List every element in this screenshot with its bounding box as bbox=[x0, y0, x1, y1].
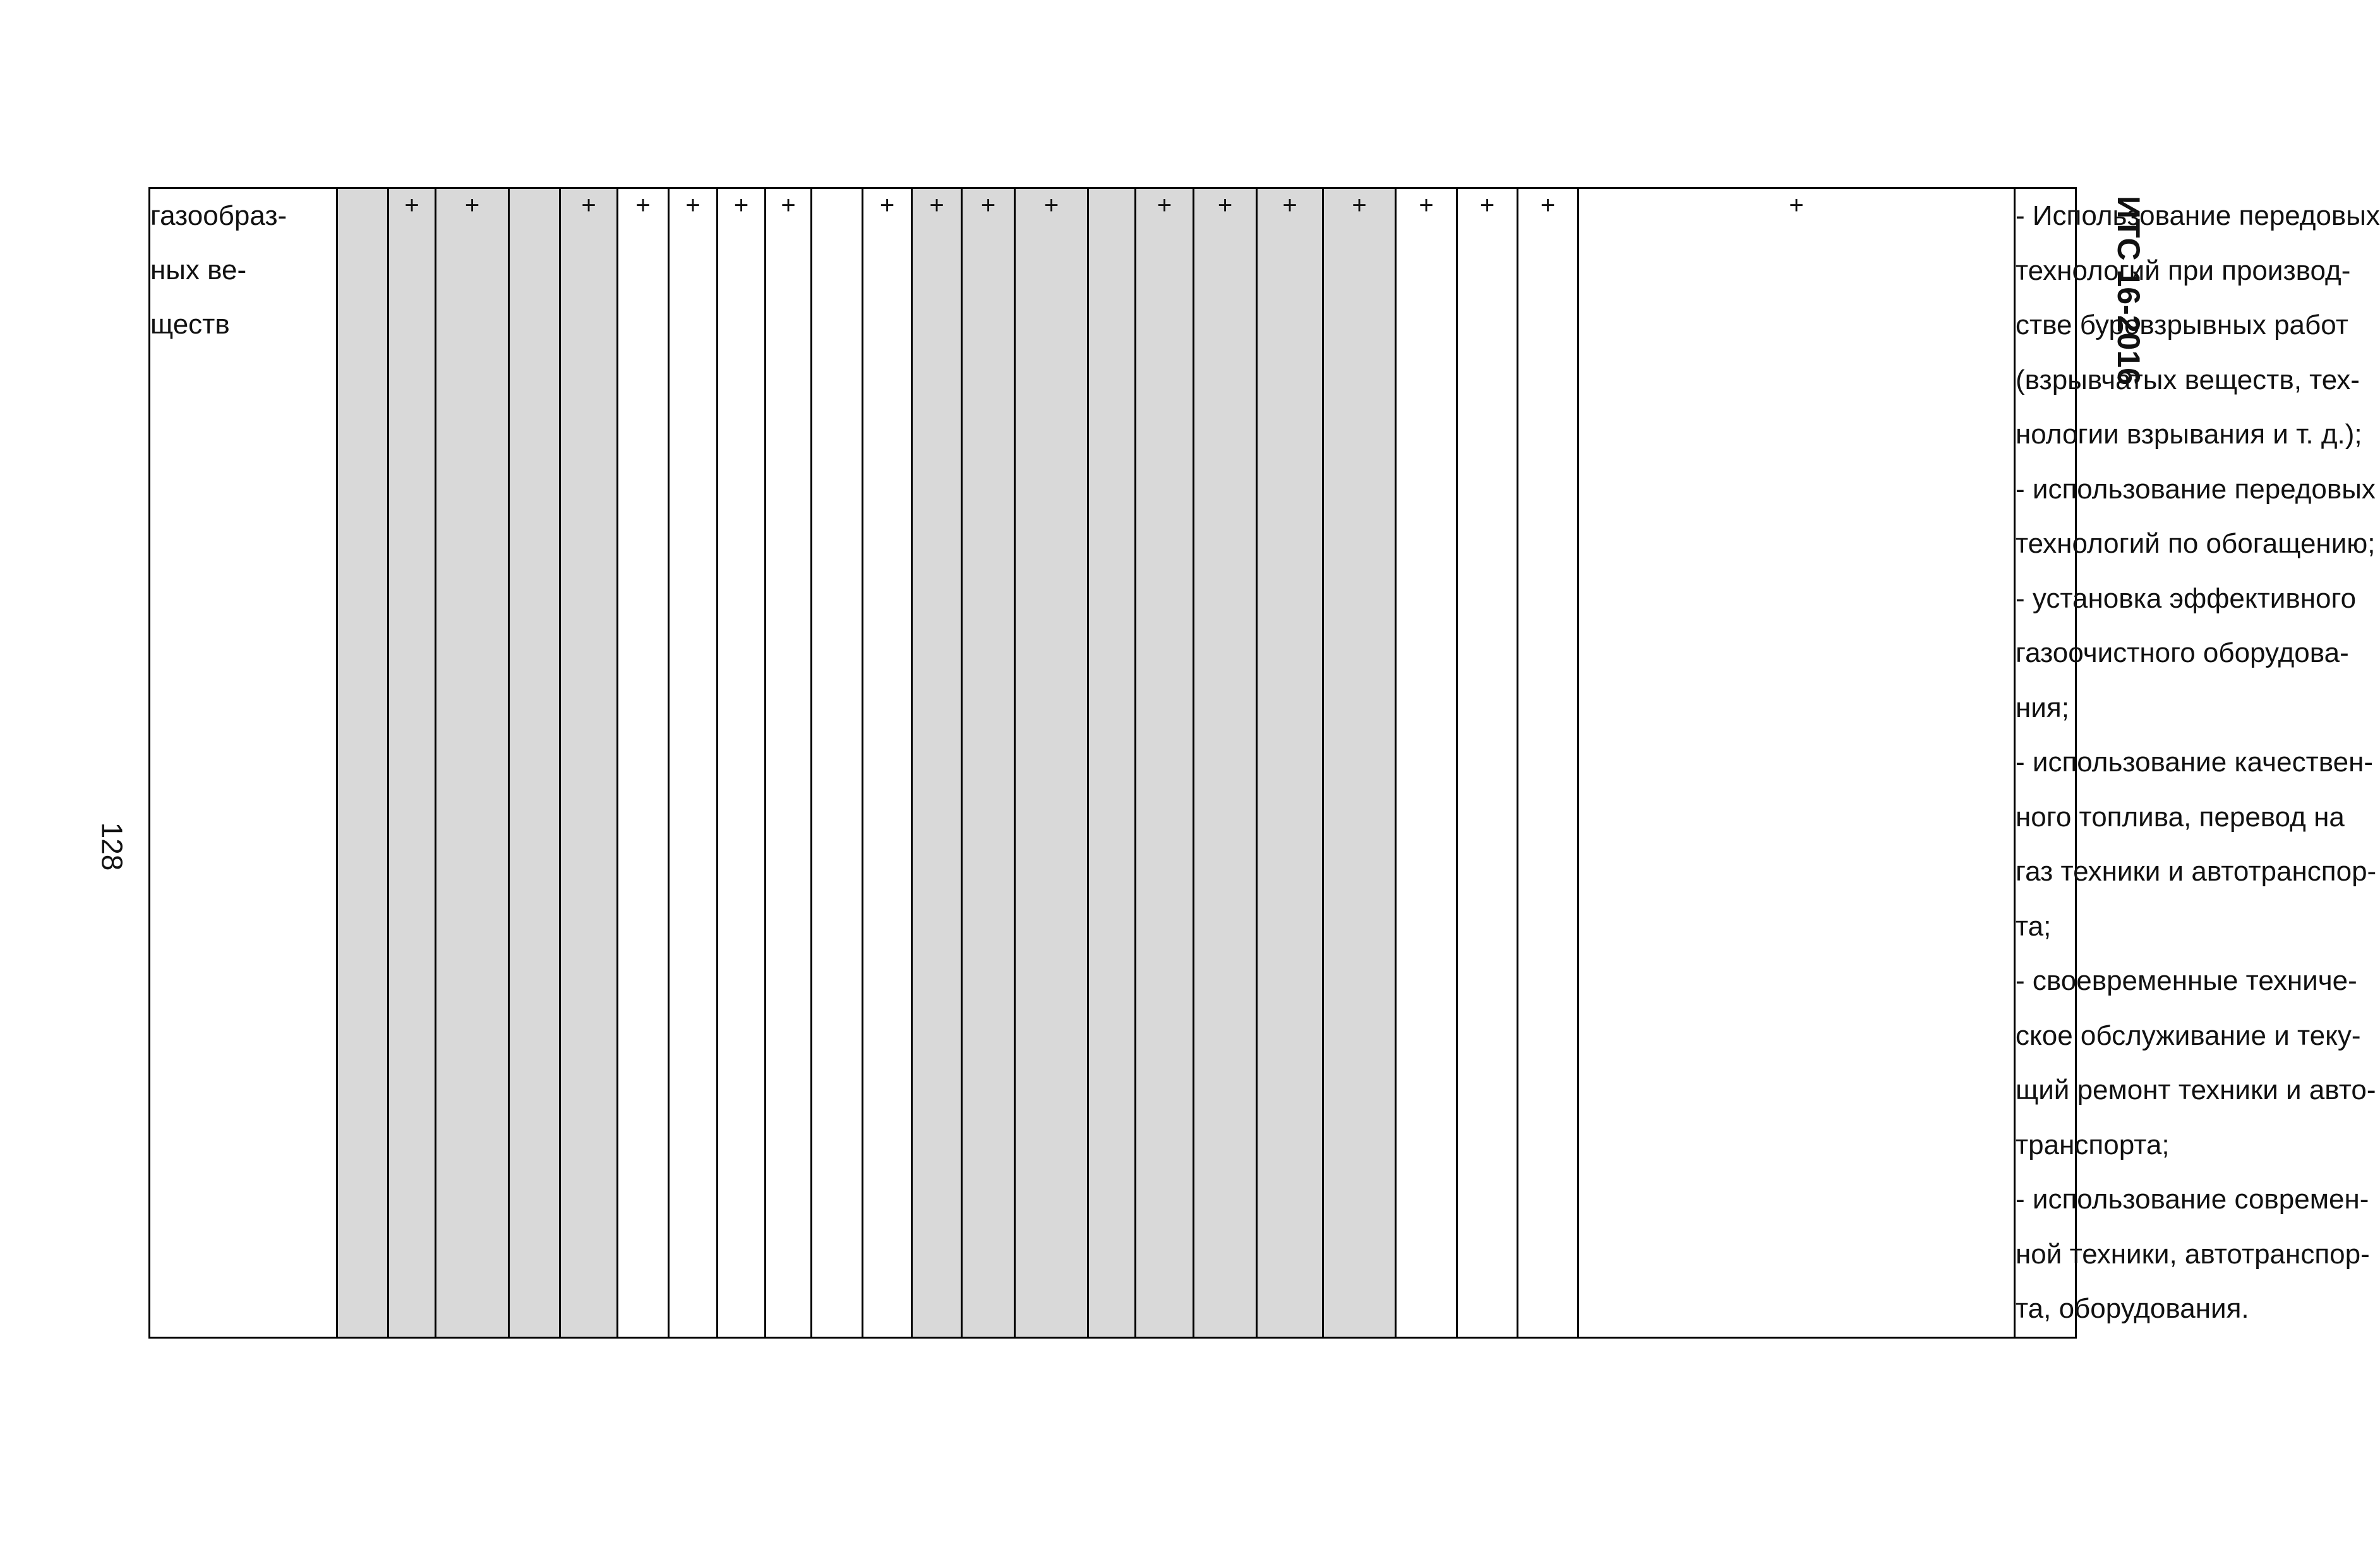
measure-line: - использование современ- bbox=[2016, 1184, 2369, 1215]
substance-cell bbox=[150, 188, 337, 1338]
measure-line: газ техники и автотранспор- bbox=[2016, 856, 2377, 887]
mark-cell bbox=[812, 188, 863, 1338]
mark-cell: + bbox=[436, 188, 509, 1338]
measure-line: технологий по обогащению; bbox=[2016, 528, 2376, 559]
mark-cell: + bbox=[1257, 188, 1323, 1338]
mark-cell: + bbox=[1457, 188, 1518, 1338]
measure-line: та, оборудования. bbox=[2016, 1293, 2249, 1324]
page-number bbox=[93, 815, 131, 878]
measure-line: - своевременные техниче- bbox=[2016, 965, 2357, 996]
substance-line: газообраз- bbox=[150, 200, 287, 231]
measure-line: (взрывчатых веществ, тех- bbox=[2016, 364, 2360, 395]
substance-line: ных ве- bbox=[150, 255, 247, 286]
measure-line: ного топлива, перевод на bbox=[2016, 801, 2345, 833]
mark-cell: + bbox=[1015, 188, 1088, 1338]
measure-line: ной техники, автотранспор- bbox=[2016, 1238, 2370, 1270]
mark-cell: + bbox=[863, 188, 912, 1338]
mark-cell: + bbox=[560, 188, 618, 1338]
document-code-text: ИТС 16-2016 bbox=[2111, 196, 2147, 385]
mark-cell: + bbox=[1578, 188, 2015, 1338]
measure-line: транспорта; bbox=[2016, 1129, 2170, 1160]
mark-cell: + bbox=[1323, 188, 1396, 1338]
substance-line: ществ bbox=[150, 309, 230, 340]
mark-cell: + bbox=[1194, 188, 1257, 1338]
mark-cell: + bbox=[912, 188, 962, 1338]
mark-cell bbox=[1088, 188, 1136, 1338]
measure-line: технологий при производ- bbox=[2016, 255, 2351, 286]
table-row bbox=[150, 188, 2076, 1338]
measure-line: - установка эффективного bbox=[2016, 582, 2357, 614]
measure-line: - Использование передовых bbox=[2016, 200, 2380, 231]
measure-line: нологии взрывания и т. д.); bbox=[2016, 419, 2362, 450]
mark-cell: + bbox=[962, 188, 1015, 1338]
measure-line: - использование качествен- bbox=[2016, 747, 2374, 778]
mark-cell: + bbox=[1396, 188, 1457, 1338]
mark-cell bbox=[337, 188, 388, 1338]
measure-line: ское обслуживание и теку- bbox=[2016, 1020, 2361, 1051]
mark-cell bbox=[509, 188, 560, 1338]
page-number-text: 128 bbox=[95, 822, 128, 871]
measure-line: газоочистного оборудова- bbox=[2016, 637, 2349, 668]
measure-line: стве буровзрывных работ bbox=[2016, 310, 2348, 340]
mark-cell: + bbox=[669, 188, 718, 1338]
mark-cell: + bbox=[718, 188, 766, 1338]
measure-line: та; bbox=[2016, 910, 2052, 942]
mark-cell: + bbox=[1136, 188, 1194, 1338]
measure-line: ния; bbox=[2016, 692, 2069, 723]
mark-cell: + bbox=[388, 188, 436, 1338]
measure-line: - использование передовых bbox=[2016, 473, 2376, 505]
mark-cell: + bbox=[618, 188, 669, 1338]
measure-line: щий ремонт техники и авто- bbox=[2016, 1075, 2376, 1105]
mark-cell: + bbox=[766, 188, 812, 1338]
mark-cell: + bbox=[1518, 188, 1578, 1338]
